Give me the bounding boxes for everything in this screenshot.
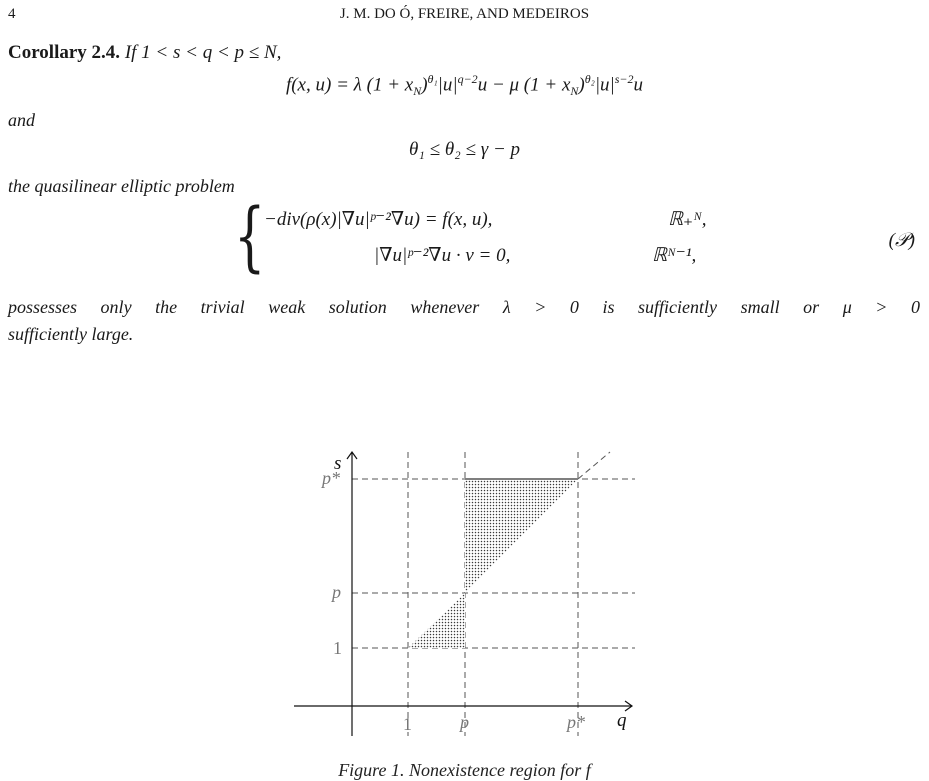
corollary-hypothesis: If 1 < s < q < p ≤ N, — [124, 42, 282, 63]
problem-intro: the quasilinear elliptic problem — [8, 176, 235, 196]
x-axis-label: q — [617, 710, 627, 731]
eq-f-part5: u — [633, 74, 644, 96]
and-word: and — [8, 110, 35, 130]
eq-f-exp-q: q−2 — [457, 72, 478, 86]
x-tick-pstar: p* — [567, 712, 585, 732]
left-brace: { — [234, 191, 266, 280]
system-line-1: −div(ρ(x)|∇u|ᵖ⁻²∇u) = f(x, u), — [264, 209, 493, 230]
shaded-region-lower — [408, 593, 465, 648]
equation-f: f(x, u) = λ $(1 + x_N)^{\theta_1}|u|^{q-2}u - \mu$ $(1 + x_N)^{\theta_2}|u|^{s-2}u$ — [285, 72, 644, 99]
conclusion-line-2: sufficiently large. — [8, 324, 134, 344]
eq-f-exp-theta2: θ₂ — [584, 72, 595, 86]
system-line-2-domain: ℝᴺ⁻¹, — [652, 245, 697, 266]
eq-f-part1: f(x, u) = λ (1 + x — [285, 74, 414, 96]
eq-f-exp-s: s−2 — [614, 72, 634, 86]
conclusion-line-1: possesses only the trivial weak solution whenever λ > 0 is sufficiently small or μ > 0 — [8, 297, 920, 317]
eq-f-exp-theta1: θ₁ — [427, 72, 438, 86]
system-line-2: |∇u|ᵖ⁻²∇u · ν = 0, — [374, 245, 511, 266]
diagonal-extension — [578, 452, 610, 479]
corollary-label: Corollary 2.4. — [8, 42, 121, 63]
system-line-1-domain: ℝ₊ᴺ, — [668, 209, 707, 230]
page-number: 4 — [8, 6, 16, 22]
equation-tag: (𝒫) — [888, 230, 915, 251]
shaded-region-upper — [465, 479, 578, 593]
eq-f-subscript-n2: N — [570, 84, 579, 99]
eq-f-part3: u − μ (1 + x — [477, 74, 571, 96]
y-axis-label: s — [334, 453, 342, 474]
x-tick-p: p — [460, 712, 469, 732]
figure-caption: Figure 1. Nonexistence region for f — [338, 760, 591, 780]
theta-condition: θ₁ ≤ θ₂ ≤ γ − p — [408, 139, 521, 160]
eq-f-subscript-n: N — [413, 84, 422, 99]
y-tick-1: 1 — [333, 638, 342, 658]
running-title: J. M. DO Ó, FREIRE, AND MEDEIROS — [339, 6, 590, 22]
y-tick-p: p — [332, 582, 341, 602]
eq-f-part2: |u| — [437, 74, 458, 96]
x-tick-1: 1 — [403, 714, 412, 734]
y-tick-pstar: p* — [322, 468, 340, 488]
eq-f-part4: |u| — [594, 74, 615, 96]
